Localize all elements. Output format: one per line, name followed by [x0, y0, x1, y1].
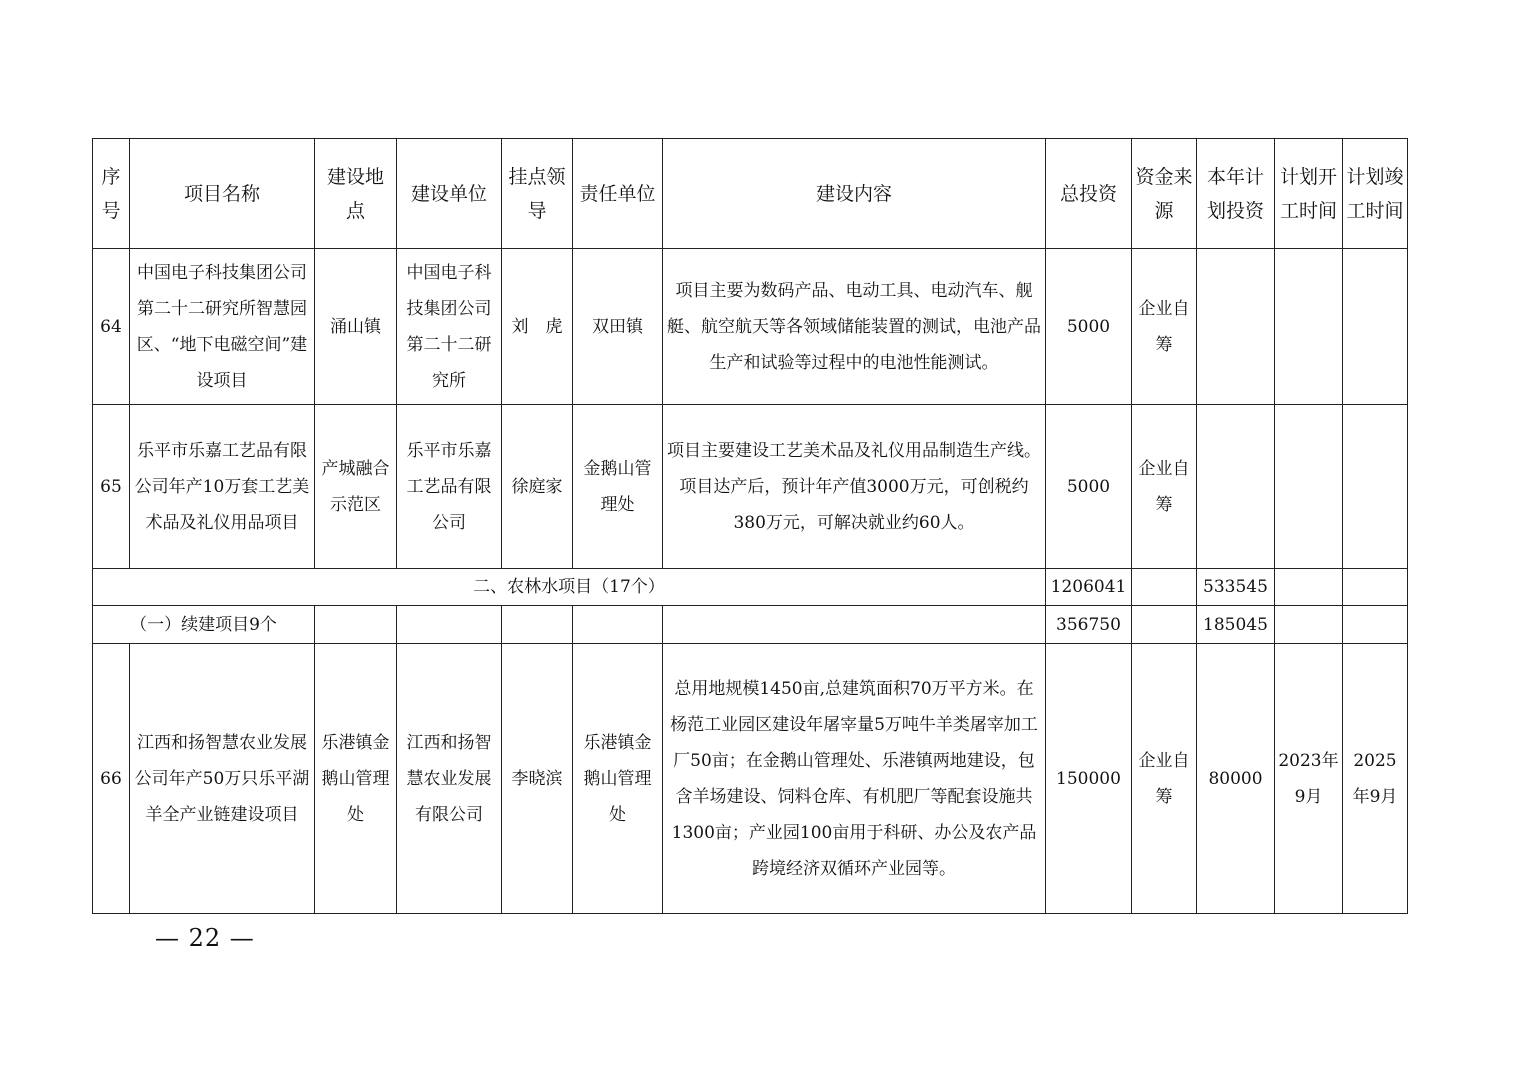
- row-name: 江西和扬智慧农业发展公司年产50万只乐平湖羊全产业链建设项目: [130, 644, 315, 914]
- row-unit: 中国电子科技集团公司第二十二研究所: [397, 249, 502, 405]
- subsection-leader: [502, 606, 573, 644]
- header-content: 建设内容: [663, 139, 1046, 249]
- subsection-total: 356750: [1046, 606, 1132, 644]
- row-content: 总用地规模1450亩,总建筑面积70万平方米。在杨范工业园区建设年屠宰量5万吨牛羊类屠宰加工厂50亩；在金鹅山管理处、乐港镇两地建设，包含羊场建设、饲料仓库、有机肥厂等配套设施共1300亩；产业园100亩用于科研、办公及农产品跨境经济双循环产业园等。: [663, 644, 1046, 914]
- header-responsible: 责任单位: [573, 139, 663, 249]
- subsection-start: [1275, 606, 1343, 644]
- section-annual: 533545: [1197, 569, 1275, 606]
- project-table: [92, 138, 1408, 914]
- section-total: 1206041: [1046, 569, 1132, 606]
- subsection-content: [663, 606, 1046, 644]
- row-unit: 乐平市乐嘉工艺品有限公司: [397, 405, 502, 569]
- row-start: [1275, 249, 1343, 405]
- row-annual: 80000: [1197, 644, 1275, 914]
- header-annual: 本年计划投资: [1197, 139, 1275, 249]
- section-title: 二、农林水项目（17个）: [93, 569, 1046, 606]
- header-seq: 序号: [93, 139, 130, 249]
- header-unit: 建设单位: [397, 139, 502, 249]
- row-total: 150000: [1046, 644, 1132, 914]
- section-row: [93, 569, 1408, 606]
- subsection-title: （一）续建项目9个: [93, 606, 315, 644]
- row-total: 5000: [1046, 249, 1132, 405]
- row-start: [1275, 405, 1343, 569]
- header-funding: 资金来源: [1132, 139, 1197, 249]
- row-end: [1343, 249, 1408, 405]
- row-responsible: 乐港镇金鹅山管理处: [573, 644, 663, 914]
- row-responsible: 双田镇: [573, 249, 663, 405]
- row-location: 乐港镇金鹅山管理处: [315, 644, 397, 914]
- row-location: 涌山镇: [315, 249, 397, 405]
- row-leader: 刘 虎: [502, 249, 573, 405]
- section-start: [1275, 569, 1343, 606]
- row-seq: 65: [93, 405, 130, 569]
- row-content: 项目主要建设工艺美术品及礼仪用品制造生产线。项目达产后，预计年产值3000万元，可创税约380万元，可解决就业约60人。: [663, 405, 1046, 569]
- row-seq: 64: [93, 249, 130, 405]
- subsection-funding: [1132, 606, 1197, 644]
- row-responsible: 金鹅山管理处: [573, 405, 663, 569]
- subsection-unit: [397, 606, 502, 644]
- subsection-end: [1343, 606, 1408, 644]
- page-number: — 22 —: [155, 924, 255, 952]
- row-leader: 徐庭家: [502, 405, 573, 569]
- row-content: 项目主要为数码产品、电动工具、电动汽车、舰艇、航空航天等各领域储能装置的测试，电池产品生产和试验等过程中的电池性能测试。: [663, 249, 1046, 405]
- section-end: [1343, 569, 1408, 606]
- header-name: 项目名称: [130, 139, 315, 249]
- header-row: [93, 139, 1408, 249]
- header-total: 总投资: [1046, 139, 1132, 249]
- row-name: 中国电子科技集团公司第二十二研究所智慧园区、“地下电磁空间”建设项目: [130, 249, 315, 405]
- header-end: 计划竣工时间: [1343, 139, 1408, 249]
- row-funding: 企业自筹: [1132, 405, 1197, 569]
- row-location: 产城融合示范区: [315, 405, 397, 569]
- row-annual: [1197, 249, 1275, 405]
- table-row: [93, 405, 1408, 569]
- row-total: 5000: [1046, 405, 1132, 569]
- row-end: 2025年9月: [1343, 644, 1408, 914]
- row-funding: 企业自筹: [1132, 644, 1197, 914]
- row-end: [1343, 405, 1408, 569]
- subsection-row: [93, 606, 1408, 644]
- table-row: [93, 644, 1408, 914]
- row-funding: 企业自筹: [1132, 249, 1197, 405]
- row-name: 乐平市乐嘉工艺品有限公司年产10万套工艺美术品及礼仪用品项目: [130, 405, 315, 569]
- row-unit: 江西和扬智慧农业发展有限公司: [397, 644, 502, 914]
- section-funding: [1132, 569, 1197, 606]
- row-start: 2023年9月: [1275, 644, 1343, 914]
- header-leader: 挂点领导: [502, 139, 573, 249]
- subsection-location: [315, 606, 397, 644]
- table-row: [93, 249, 1408, 405]
- row-annual: [1197, 405, 1275, 569]
- row-leader: 李晓滨: [502, 644, 573, 914]
- header-location: 建设地点: [315, 139, 397, 249]
- subsection-responsible: [573, 606, 663, 644]
- header-start: 计划开工时间: [1275, 139, 1343, 249]
- subsection-annual: 185045: [1197, 606, 1275, 644]
- row-seq: 66: [93, 644, 130, 914]
